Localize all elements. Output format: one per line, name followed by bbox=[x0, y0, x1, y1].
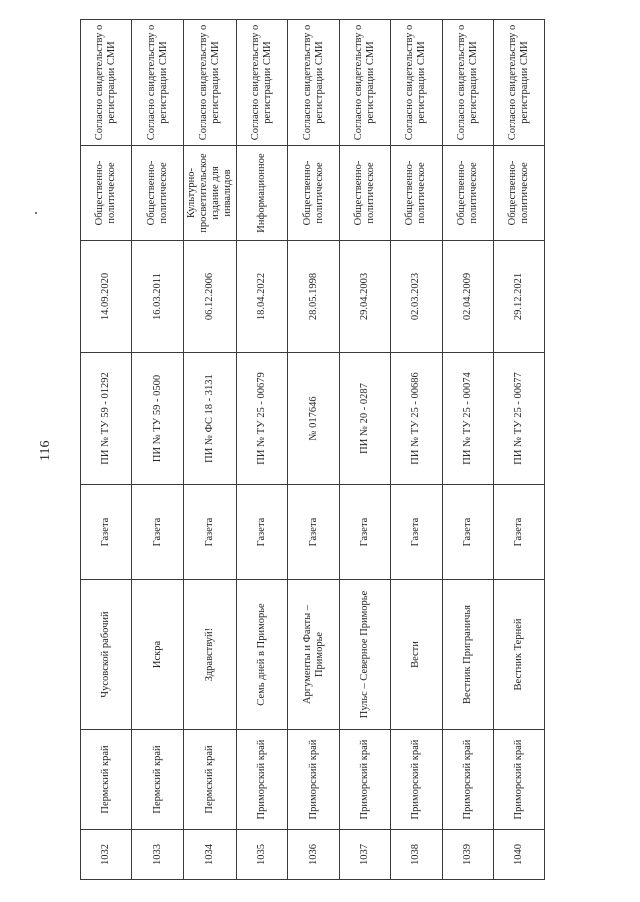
registration-date: 14.09.2020 bbox=[81, 241, 132, 353]
distribution-form: Газета bbox=[237, 485, 288, 580]
specialization-cell: Общественно-политическое bbox=[132, 146, 183, 241]
registry-table-frame bbox=[80, 20, 543, 880]
publication-name: Пульс – Северное Приморье bbox=[339, 580, 390, 730]
registration-date: 02.04.2009 bbox=[442, 241, 493, 353]
registration-date: 29.12.2021 bbox=[493, 241, 544, 353]
row-number: 1040 bbox=[493, 830, 544, 880]
specialization-cell: Общественно-политическое bbox=[391, 146, 442, 241]
specialization-cell: Информационное bbox=[237, 146, 288, 241]
publication-name: Чусовской рабочий bbox=[81, 580, 132, 730]
page-number: 116 bbox=[38, 440, 53, 462]
distribution-form: Газета bbox=[183, 485, 236, 580]
specialization-cell: Общественно-политическое bbox=[442, 146, 493, 241]
scan-dot bbox=[35, 212, 37, 214]
registration-number: ПИ № ТУ 25 - 00686 bbox=[391, 353, 442, 485]
distribution-form: Газета bbox=[493, 485, 544, 580]
table-row bbox=[339, 20, 390, 880]
region-cell: Пермский край bbox=[183, 730, 236, 830]
specialization-cell: Культурно-просветительское издание для инвалидов bbox=[183, 146, 236, 241]
registration-date: 06.12.2006 bbox=[183, 241, 236, 353]
publication-name: Аргументы и Факты – Приморье bbox=[288, 580, 339, 730]
region-cell: Приморский край bbox=[237, 730, 288, 830]
region-cell: Приморский край bbox=[339, 730, 390, 830]
media-registry-table bbox=[80, 19, 545, 880]
row-number: 1033 bbox=[132, 830, 183, 880]
distribution-form: Газета bbox=[391, 485, 442, 580]
registry-table-body bbox=[81, 20, 545, 880]
specialization-cell: Общественно-политическое bbox=[493, 146, 544, 241]
row-number: 1034 bbox=[183, 830, 236, 880]
table-row bbox=[288, 20, 339, 880]
territory-cell: Согласно свидетельству о регистрации СМИ bbox=[493, 20, 544, 146]
registration-number: ПИ № ТУ 59 - 0500 bbox=[132, 353, 183, 485]
registration-number: ПИ № ТУ 59 - 01292 bbox=[81, 353, 132, 485]
region-cell: Приморский край bbox=[288, 730, 339, 830]
specialization-cell: Общественно-политическое bbox=[81, 146, 132, 241]
distribution-form: Газета bbox=[81, 485, 132, 580]
registration-date: 18.04.2022 bbox=[237, 241, 288, 353]
publication-name: Семь дней в Приморье bbox=[237, 580, 288, 730]
region-cell: Пермский край bbox=[81, 730, 132, 830]
registration-date: 28.05.1998 bbox=[288, 241, 339, 353]
row-number: 1036 bbox=[288, 830, 339, 880]
publication-name: Здравствуй! bbox=[183, 580, 236, 730]
region-cell: Пермский край bbox=[132, 730, 183, 830]
publication-name: Вести bbox=[391, 580, 442, 730]
registration-number: ПИ № ФС 18 - 3131 bbox=[183, 353, 236, 485]
territory-cell: Согласно свидетельству о регистрации СМИ bbox=[132, 20, 183, 146]
rotated-table-wrapper bbox=[80, 20, 543, 880]
table-row bbox=[237, 20, 288, 880]
table-row bbox=[442, 20, 493, 880]
registration-number: ПИ № ТУ 25 - 00074 bbox=[442, 353, 493, 485]
region-cell: Приморский край bbox=[493, 730, 544, 830]
row-number: 1037 bbox=[339, 830, 390, 880]
table-row bbox=[391, 20, 442, 880]
distribution-form: Газета bbox=[132, 485, 183, 580]
table-row bbox=[493, 20, 544, 880]
table-row bbox=[132, 20, 183, 880]
row-number: 1039 bbox=[442, 830, 493, 880]
registration-date: 02.03.2023 bbox=[391, 241, 442, 353]
row-number: 1038 bbox=[391, 830, 442, 880]
territory-cell: Согласно свидетельству о регистрации СМИ bbox=[442, 20, 493, 146]
registration-number: № 017646 bbox=[288, 353, 339, 485]
territory-cell: Согласно свидетельству о регистрации СМИ bbox=[339, 20, 390, 146]
table-row bbox=[81, 20, 132, 880]
publication-name: Искра bbox=[132, 580, 183, 730]
table-row bbox=[183, 20, 236, 880]
registration-date: 29.04.2003 bbox=[339, 241, 390, 353]
territory-cell: Согласно свидетельству о регистрации СМИ bbox=[237, 20, 288, 146]
territory-cell: Согласно свидетельству о регистрации СМИ bbox=[288, 20, 339, 146]
registration-number: ПИ № 20 - 0287 bbox=[339, 353, 390, 485]
distribution-form: Газета bbox=[442, 485, 493, 580]
specialization-cell: Общественно-политическое bbox=[339, 146, 390, 241]
row-number: 1032 bbox=[81, 830, 132, 880]
territory-cell: Согласно свидетельству о регистрации СМИ bbox=[391, 20, 442, 146]
distribution-form: Газета bbox=[339, 485, 390, 580]
publication-name: Вестник Терней bbox=[493, 580, 544, 730]
registration-number: ПИ № ТУ 25 - 00677 bbox=[493, 353, 544, 485]
registration-number: ПИ № ТУ 25 - 00679 bbox=[237, 353, 288, 485]
region-cell: Приморский край bbox=[391, 730, 442, 830]
distribution-form: Газета bbox=[288, 485, 339, 580]
row-number: 1035 bbox=[237, 830, 288, 880]
region-cell: Приморский край bbox=[442, 730, 493, 830]
territory-cell: Согласно свидетельству о регистрации СМИ bbox=[183, 20, 236, 146]
registration-date: 16.03.2011 bbox=[132, 241, 183, 353]
territory-cell: Согласно свидетельству о регистрации СМИ bbox=[81, 20, 132, 146]
specialization-cell: Общественно-политическое bbox=[288, 146, 339, 241]
publication-name: Вестник Приграничья bbox=[442, 580, 493, 730]
